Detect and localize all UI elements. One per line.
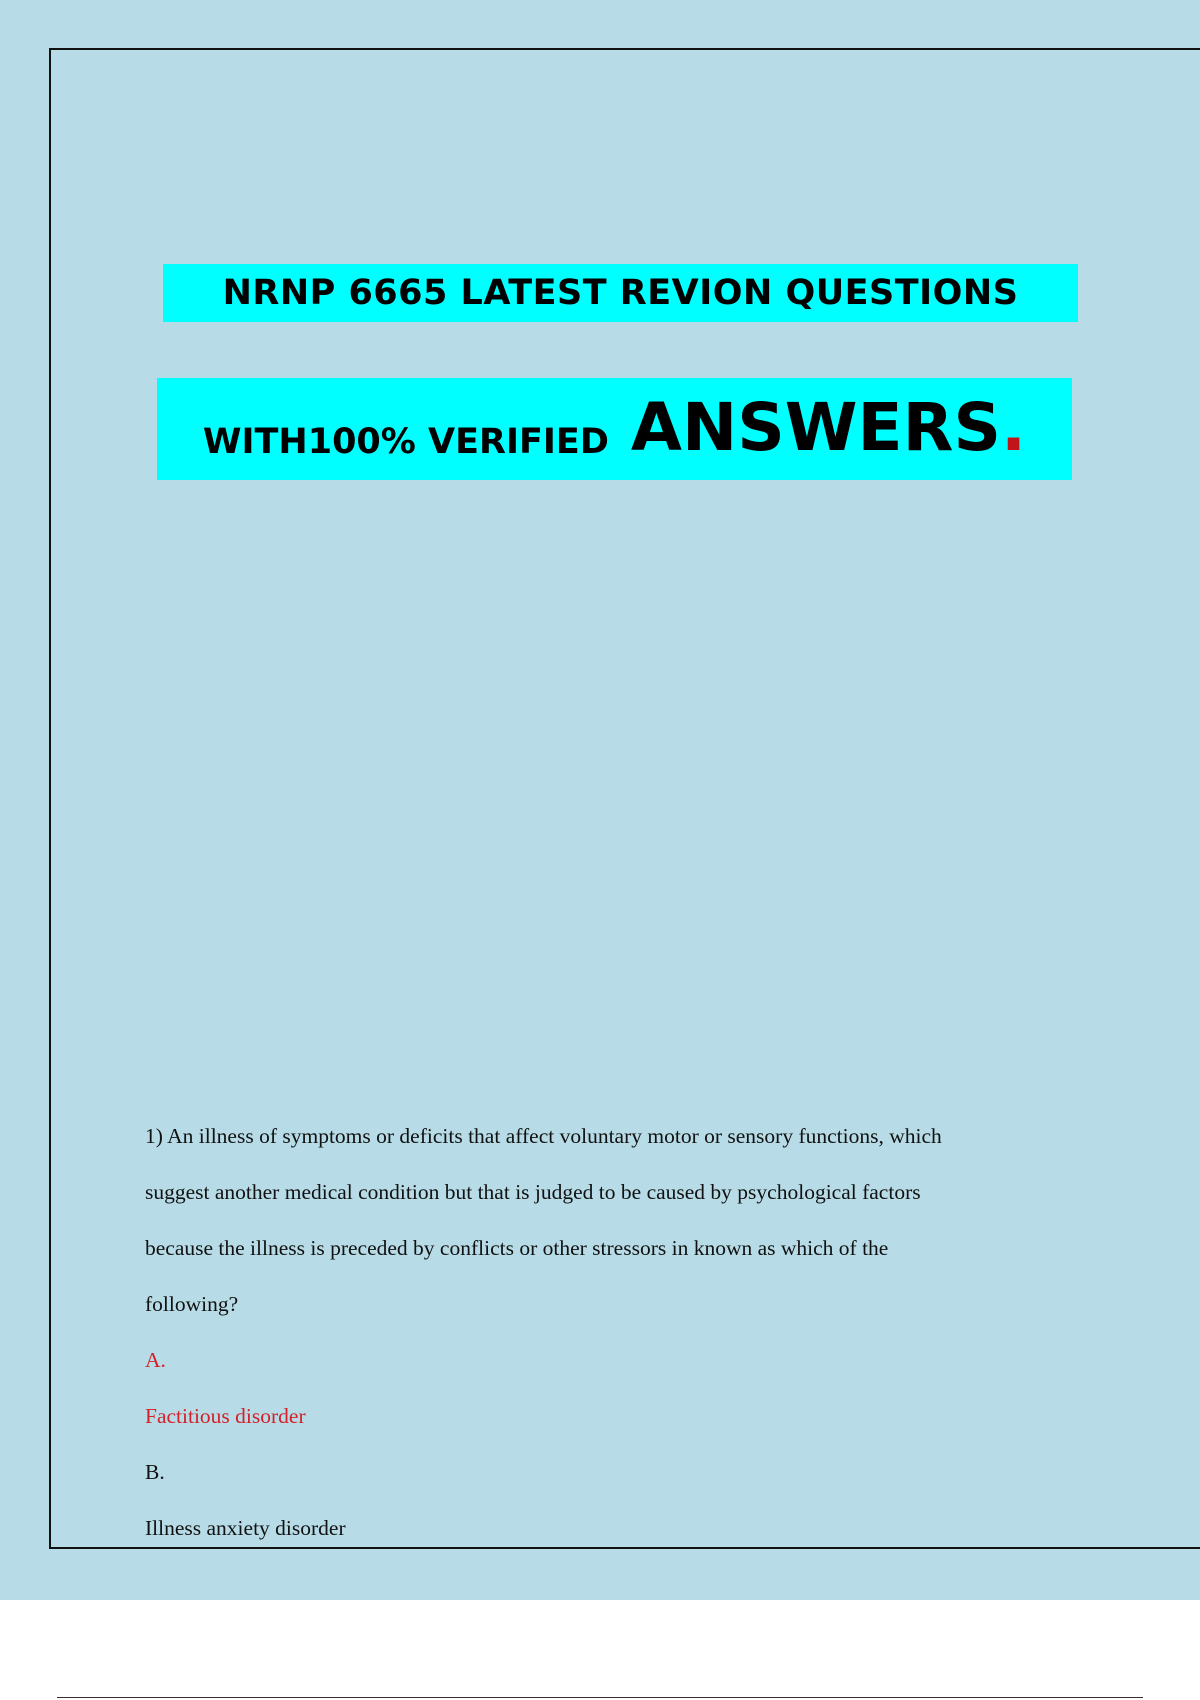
title-line2-prefix: WITH100% VERIFIED bbox=[202, 422, 609, 462]
title-banner-line1 bbox=[163, 264, 1078, 322]
option-a-letter: A. bbox=[145, 1348, 166, 1372]
title-line1-text: NRNP 6665 LATEST REVION QUESTIONS bbox=[222, 273, 1019, 313]
option-b-letter: B. bbox=[145, 1460, 165, 1484]
question-line: because the illness is preceded by conflicts or other stressors in known as which of the bbox=[145, 1236, 889, 1260]
option-a-text: Factitious disorder bbox=[145, 1404, 306, 1428]
title-line2-answers: ANSWERS bbox=[630, 389, 1001, 466]
question-line: suggest another medical condition but that is judged to be caused by psychological factors bbox=[145, 1180, 921, 1204]
question-block bbox=[145, 1108, 1075, 1556]
footer-rule bbox=[57, 1697, 1143, 1698]
option-b-text: Illness anxiety disorder bbox=[145, 1516, 346, 1540]
title-line2-dot: . bbox=[1001, 389, 1027, 466]
question-line: following? bbox=[145, 1292, 239, 1316]
title-banner-line2 bbox=[157, 378, 1072, 480]
question-line: 1) An illness of symptoms or deficits that affect voluntary motor or sensory functions, which bbox=[145, 1124, 942, 1148]
